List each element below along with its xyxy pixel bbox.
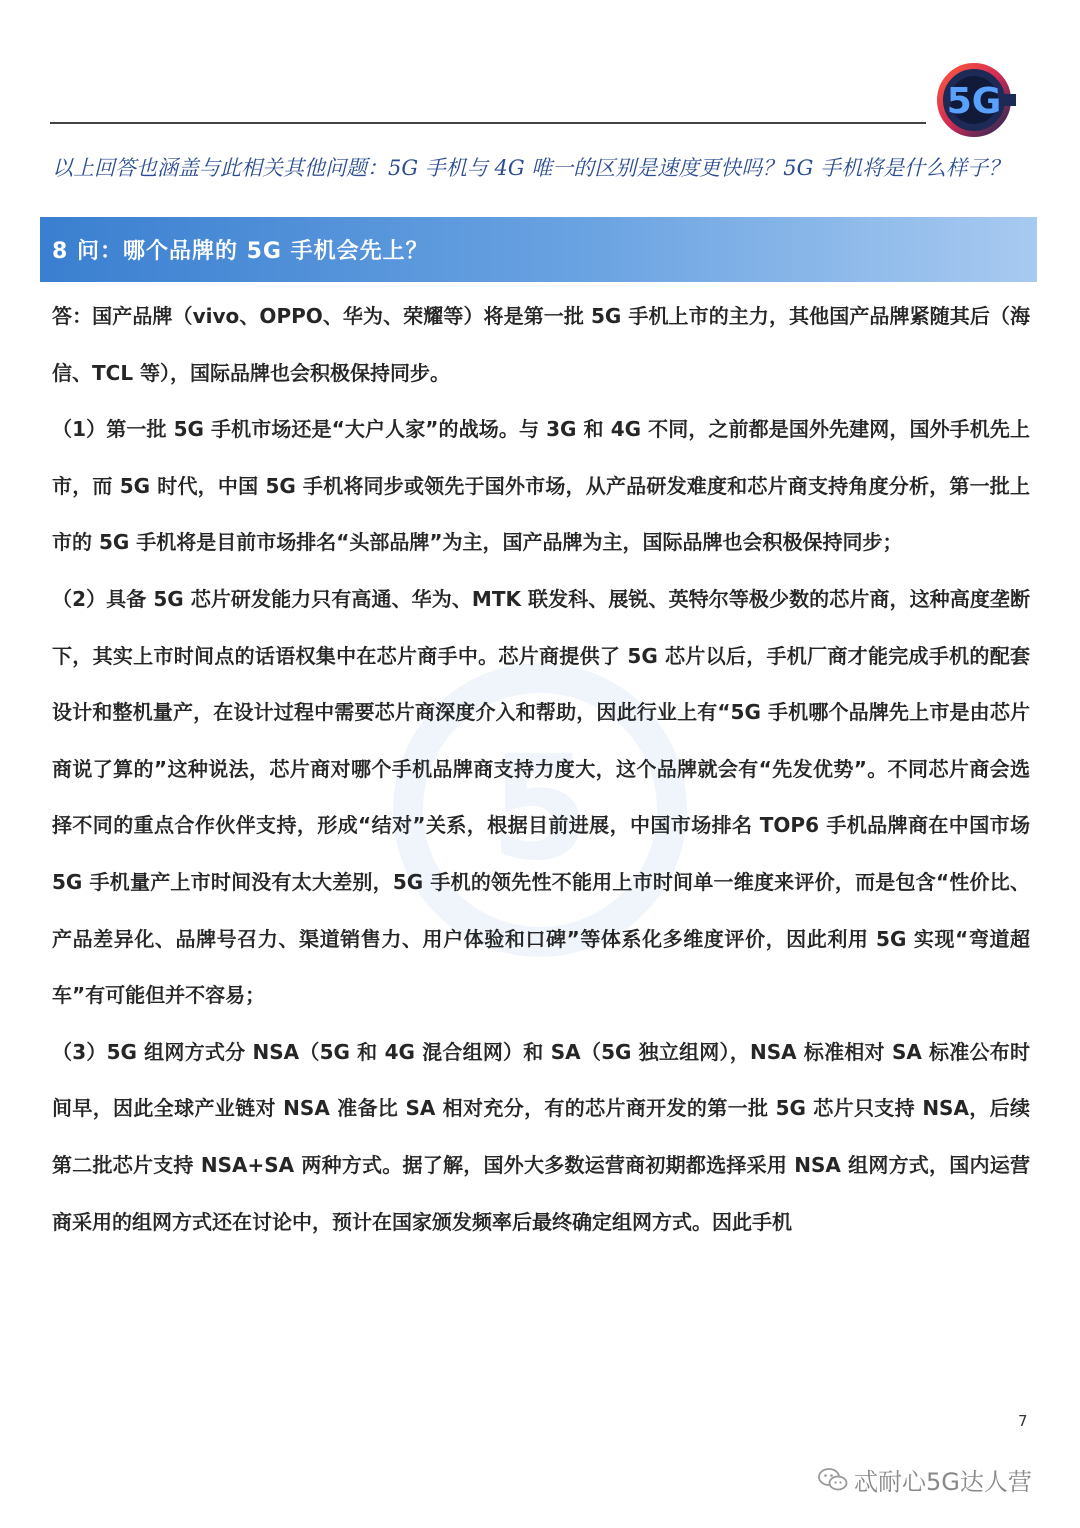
svg-text:5: 5 — [489, 724, 591, 892]
footer-brand — [818, 1462, 1032, 1497]
section-title: 8 问：哪个品牌的 5G 手机会先上？ — [52, 239, 429, 264]
intro-text: 以上回答也涵盖与此相关其他问题：5G 手机与 4G 唯一的区别是速度更快吗？5G 手机将是什么样子？ — [52, 156, 1010, 180]
answer-paragraph: 答：国产品牌（vivo、OPPO、华为、荣耀等）将是第一批 5G 手机上市的主力，其他国产品牌紧随其后（海信、TCL 等），国际品牌也会积极保持同步。 — [52, 304, 1030, 385]
5g-logo-icon — [936, 60, 1016, 140]
point-2-paragraph: （2）具备 5G 芯片研发能力只有高通、华为、MTK 联发科、展锐、英特尔等极少数的芯片商，这种高度垄断下，其实上市时间点的话语权集中在芯片商手中。芯片商提供了 5G 芯片以后，手机厂商才能完成手机的配套设计和整机量产，在设计过程中需要芯片商深度介入和帮助，因此行业上有“5G 手机哪个品牌先上市是由芯片商说了算的”这种说法，芯片商对哪个手机品牌商支持力度大，这个品牌就会有“先发优势”。不同芯片商会选择不同的重点合作伙伴支持，形成“结对”关系，根据目前进展，中国市场排名 TOP6 手机品牌商在中国市场 5G 手机量产上市时间没有太大差别，5G 手机的领先性不能用上市时间单一维度来评价，而是包含“性价比、产品差异化、品牌号召力、渠道销售力、用户体验和口碑”等体系化多维度评价，因此利用 5G 实现“弯道超车”有可能但并不容易； — [52, 586, 1030, 1008]
logo-text: 5G — [946, 81, 1002, 122]
point-3-paragraph: （3）5G 组网方式分 NSA（5G 和 4G 混合组网）和 SA（5G 独立组网），NSA 标准相对 SA 标准公布时间早，因此全球产业链对 NSA 准备比 SA 相对充分，有的芯片商开发的第一批 5G 芯片只支持 NSA，后续第二批芯片支持 NSA+SA 两种方式。据了解，国外大多数运营商初期都选择采用 NSA 组网方式，国内运营商采用的组网方式还在讨论中，预计在国家颁发频率后最终确定组网方式。因此手机 — [52, 1039, 1030, 1234]
header-rule — [50, 122, 926, 124]
body-content — [52, 288, 1030, 1250]
point-1-paragraph: （1）第一批 5G 手机市场还是“大户人家”的战场。与 3G 和 4G 不同，之前都是国外先建网，国外手机先上市，而 5G 时代，中国 5G 手机将同步或领先于国外市场，从产品研发难度和芯片商支持角度分析，第一批上市的 5G 手机将是目前市场排名“头部品牌”为主，国产品牌为主，国际品牌也会积极保持同步； — [52, 417, 1030, 555]
section-header — [40, 217, 1037, 282]
page-number: 7 — [1018, 1412, 1028, 1430]
wechat-icon — [818, 1467, 848, 1493]
footer-brand-text: 忒耐心5G达人营 — [854, 1468, 1032, 1496]
